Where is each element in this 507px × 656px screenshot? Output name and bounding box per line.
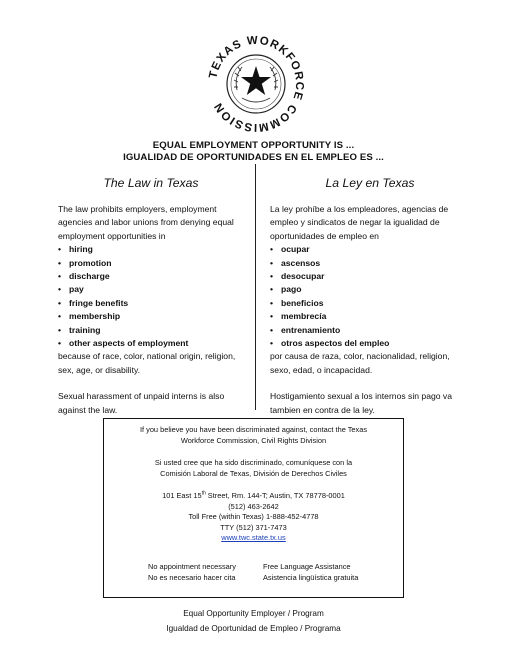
footer-spanish: Igualdad de Oportunidad de Empleo / Programa: [166, 624, 341, 633]
spanish-list: [270, 243, 470, 350]
language-assistance-english: Free Language Assistance: [263, 562, 351, 571]
contact-spanish-line2: Comisión Laboral de Texas, División de Derechos Civiles: [160, 468, 347, 478]
no-appointment-spanish: No es necesario hacer cita: [148, 572, 236, 582]
list-item: • membership: [58, 310, 244, 323]
english-harassment: Sexual harassment of unpaid interns is also against the law.: [58, 391, 225, 415]
list-item: • fringe benefits: [58, 297, 244, 310]
contact-english-line1: If you believe you have been discriminated against, contact the Texas: [139, 425, 368, 434]
spanish-outro: por causa de raza, color, nacionalidad, religion, sexo, edad, o incapacidad.: [270, 351, 450, 375]
list-item: • otros aspectos del empleo: [270, 337, 470, 350]
contact-phone: (512) 463-2642: [228, 501, 279, 511]
english-list: [58, 243, 244, 350]
list-item: • promotion: [58, 257, 244, 270]
list-item: • training: [58, 324, 244, 337]
heading-spanish: IGUALIDAD DE OPORTUNIDADES EN EL EMPLEO ES ...: [123, 152, 384, 163]
contact-address: 101 East 15th Street, Rm. 144-T; Austin, TX 78778-0001: [162, 490, 345, 500]
website-link[interactable]: www.twc.state.tx.us: [221, 533, 286, 543]
heading-english: EQUAL EMPLOYMENT OPPORTUNITY IS ...: [152, 140, 355, 151]
spanish-title: La Ley en Texas: [325, 176, 415, 190]
contact-tty: TTY (512) 371-7473: [220, 522, 287, 532]
spanish-column: [270, 176, 470, 417]
english-outro: because of race, color, national origin, religion, sex, age, or disability.: [58, 351, 236, 375]
lone-star-icon: [241, 66, 271, 95]
list-item: • ascensos: [270, 257, 470, 270]
seal-ring-text: TEXAS WORKFORCE COMMISSION: [207, 34, 306, 134]
english-title: The Law in Texas: [103, 176, 199, 190]
spanish-intro: La ley prohíbe a los empleadores, agencias de empleo y sindicatos de negar la igualidad de oportunidades de empleo en: [270, 204, 449, 241]
list-item: • pago: [270, 283, 470, 296]
english-column: [58, 176, 244, 417]
list-item: • ocupar: [270, 243, 470, 256]
list-item: • pay: [58, 283, 244, 296]
no-appointment-english: No appointment necessary: [148, 562, 236, 571]
contact-english-line2: Workforce Commission, Civil Rights Division: [180, 435, 327, 445]
list-item: • entrenamiento: [270, 324, 470, 337]
list-item: • membrecía: [270, 310, 470, 323]
language-assistance-spanish: Asistencia lingüística gratuita: [263, 572, 359, 582]
twc-seal: [204, 32, 308, 136]
list-item: • beneficios: [270, 297, 470, 310]
footer-english: Equal Opportunity Employer / Program: [183, 609, 324, 618]
english-intro: The law prohibits employers, employment agencies and labor unions from denying equal employment opportunities in: [58, 204, 234, 241]
contact-spanish-line1: Si usted cree que ha sido discriminado, comuníquese con la: [154, 458, 353, 467]
column-divider: [255, 164, 256, 410]
contact-toll-free: Toll Free (within Texas) 1-888-452-4778: [188, 512, 319, 522]
list-item: • discharge: [58, 270, 244, 283]
list-item: • other aspects of employment: [58, 337, 244, 350]
contact-box: [103, 418, 404, 598]
spanish-harassment: Hostigamiento sexual a los internos sin pago va tambien en contra de la ley.: [270, 391, 453, 415]
list-item: • desocupar: [270, 270, 470, 283]
list-item: • hiring: [58, 243, 244, 256]
